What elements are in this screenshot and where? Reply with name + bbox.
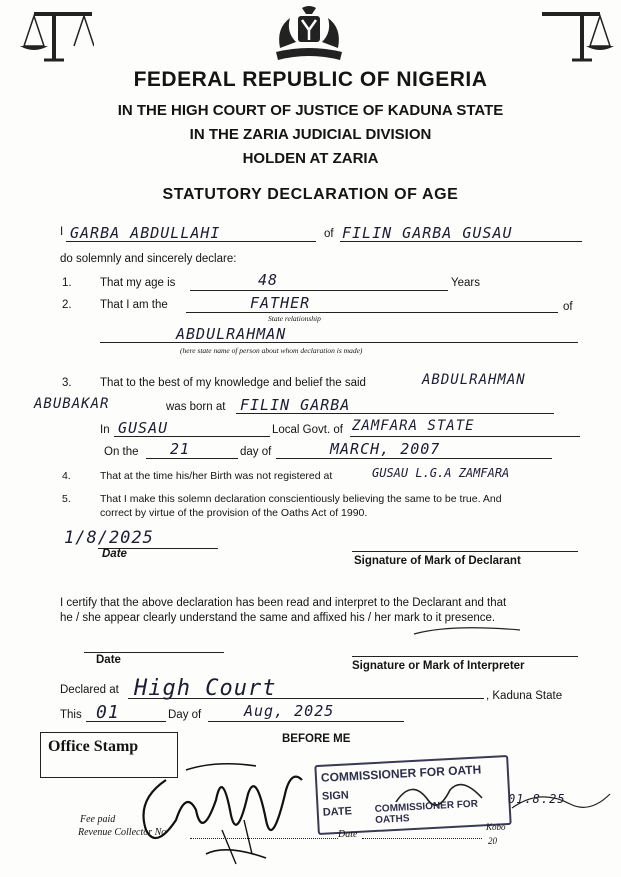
revenue-collector-label: Revenue Collector No (78, 827, 167, 838)
item-3-number: 3. (62, 377, 72, 389)
declared-at-label: Declared at (60, 684, 119, 696)
person-name-note: (here state name of person about whom declaration is made) (180, 346, 363, 355)
person-name: ABDULRAHMAN (176, 325, 287, 343)
registry-value: GUSAU L.G.A ZAMFARA (372, 466, 510, 480)
solemn-text-line-2: correct by virtue of the provision of the Oaths Act of 1990. (100, 507, 368, 519)
said-name-1: ABDULRAHMAN (422, 372, 526, 388)
of-label-2: of (563, 301, 573, 313)
do-solemnly-text: do solemnly and sincerely declare: (60, 253, 237, 265)
scales-of-justice-left-icon (14, 6, 94, 64)
certify-line-1: I certify that the above declaration has been read and interpret to the Declarant and that (60, 597, 507, 609)
item-5-number: 5. (62, 493, 71, 505)
bottom-date-label: Date (338, 829, 358, 840)
commissioner-signature-icon (126, 750, 326, 868)
item-2-number: 2. (62, 299, 72, 311)
declared-at-place: High Court (134, 676, 277, 701)
stamp-signature-icon (392, 772, 492, 822)
of-label: of (324, 228, 334, 240)
interpreter-date-label: Date (96, 654, 121, 666)
stamp-date-value: 01.8.25 (508, 792, 566, 806)
coat-of-arms-icon (272, 4, 346, 64)
not-registered-text: That at the time his/her Birth was not registered at (100, 470, 333, 482)
birthplace-value: FILIN GARBA (240, 396, 351, 414)
town-value: GUSAU (118, 419, 169, 437)
item-1-number: 1. (62, 277, 72, 289)
scales-of-justice-right-icon (542, 6, 618, 64)
day-of-label-2: Day of (168, 709, 202, 721)
declarant-address: FILIN GARBA GUSAU (342, 224, 513, 242)
relationship-value: FATHER (250, 294, 311, 312)
stamp-for-oaths: COMMISSIONER FOR OATHS (374, 798, 479, 827)
state-value: ZAMFARA STATE (352, 418, 475, 434)
on-the-label: On the (104, 446, 139, 458)
kaduna-state-label: , Kaduna State (486, 690, 563, 702)
item-4-number: 4. (62, 470, 71, 482)
said-name-2: ABUBAKAR (34, 396, 110, 412)
day-of-label: day of (240, 446, 272, 458)
commissioner-title: COMMISSIONER FOR OATH (320, 762, 482, 785)
office-stamp-label: Office Stamp (48, 738, 139, 755)
country-heading: FEDERAL REPUBLIC OF NIGERIA (133, 68, 488, 91)
birth-month-year: MARCH, 2007 (330, 440, 441, 458)
declaration-date-label: Date (102, 548, 127, 560)
age-label: That my age is (100, 277, 176, 289)
birth-day-value: 21 (170, 440, 191, 458)
interpreter-signature-label: Signature or Mark of Interpreter (352, 660, 525, 672)
am-the-label: That I am the (100, 299, 168, 311)
belief-text: That to the best of my knowledge and belief the said (100, 377, 366, 389)
in-label: In (100, 424, 110, 436)
state-relationship-note: State relationship (268, 314, 321, 323)
declarant-name: GARBA ABDULLAHI (70, 224, 221, 242)
solemn-text-line-1: That I make this solemn declaration conscientiously believing the same to be true. And (100, 493, 502, 505)
declared-month-value: Aug, 2025 (244, 702, 335, 720)
age-value: 48 (258, 271, 279, 289)
declarant-signature-label: Signature of Mark of Declarant (354, 555, 521, 567)
document-title: STATUTORY DECLARATION OF AGE (162, 186, 459, 203)
division-heading: IN THE ZARIA JUDICIAL DIVISION (189, 126, 432, 143)
this-label: This (60, 709, 82, 721)
before-me-label: BEFORE ME (282, 733, 351, 745)
court-heading: IN THE HIGH COURT OF JUSTICE OF KADUNA STATE (117, 102, 504, 119)
stamp-sign-label: SIGN (321, 789, 350, 803)
date-scribble-icon (510, 784, 614, 816)
i-label: I (60, 226, 64, 238)
declaration-date-value: 1/8/2025 (64, 528, 154, 548)
interpreter-mark-icon (410, 620, 530, 640)
lga-of-label: Local Govt. of (272, 424, 343, 436)
declared-day-value: 01 (96, 702, 120, 723)
stamp-date-label: DATE (322, 805, 353, 819)
holden-heading: HOLDEN AT ZARIA (242, 150, 379, 167)
kobo-label: Kobo (486, 822, 506, 832)
years-label: Years (451, 277, 480, 289)
born-at-label: was born at (166, 401, 226, 413)
certify-line-2: he / she appear clearly understand the same and affixed his / her mark to it presence. (60, 612, 496, 624)
fee-paid-label: Fee paid (80, 814, 116, 825)
twenty-label: 20 (488, 836, 497, 846)
